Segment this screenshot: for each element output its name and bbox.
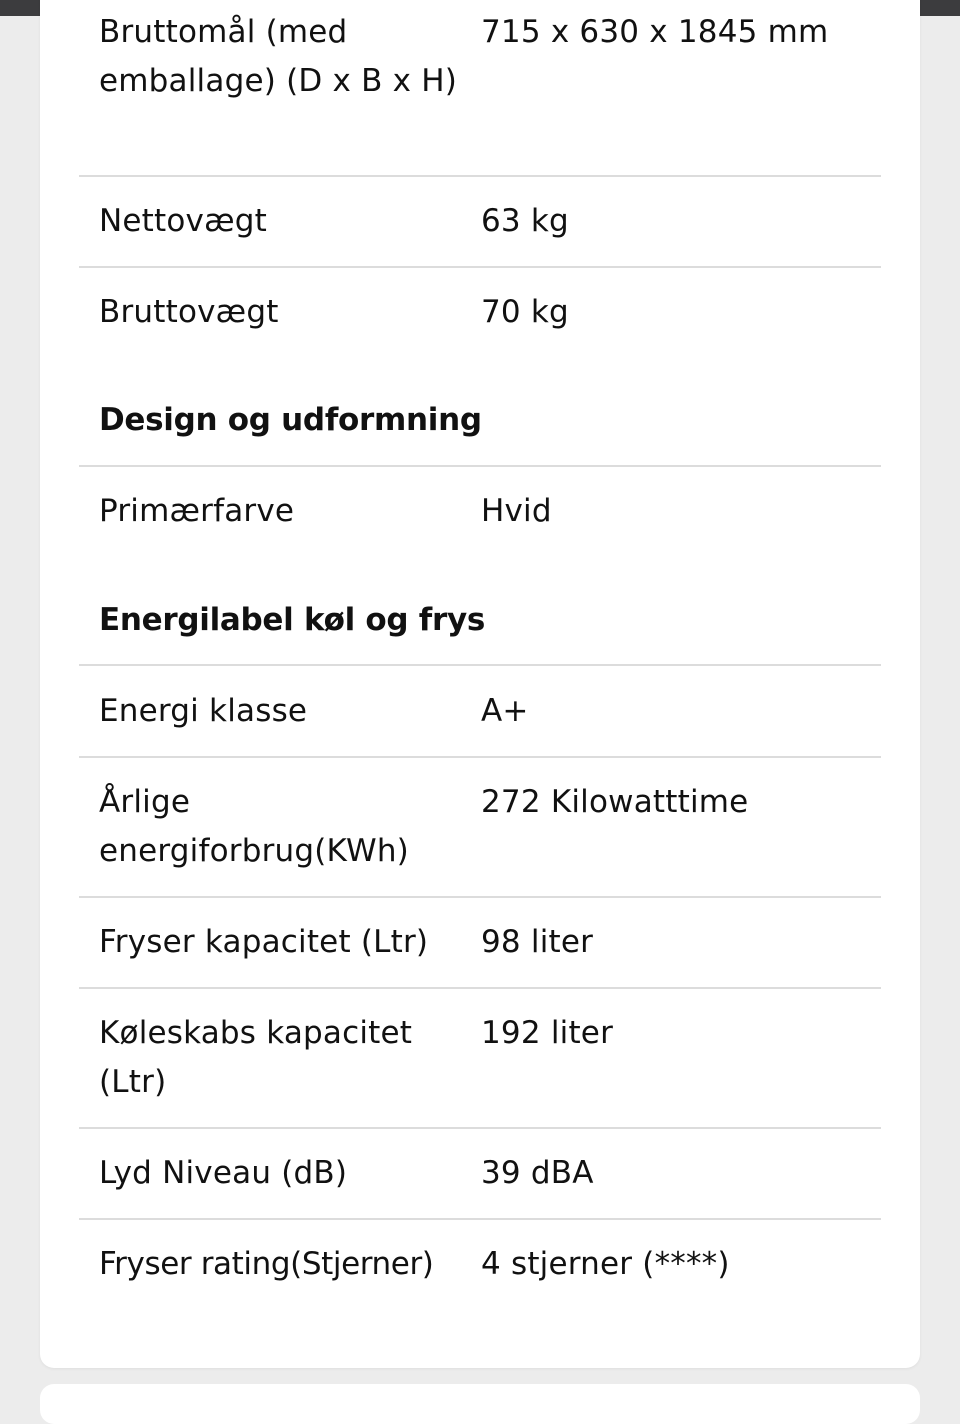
spec-row-freezer-rating [79,1240,881,1300]
spec-value: A+ [481,693,529,729]
spec-value: 98 liter [481,924,594,960]
spec-value: 192 liter [481,1015,614,1051]
spec-row-net-weight [79,197,881,257]
spec-value: 39 dBA [481,1155,594,1191]
divider [79,756,881,758]
divider [79,465,881,467]
spec-label: Fryser kapacitet (Ltr) [99,924,429,960]
spec-label: Nettovægt [99,203,267,239]
spec-value: 272 Kilowatttime [481,784,749,820]
spec-label: Fryser rating(Stjerner) [99,1246,434,1282]
spec-label: Bruttomål (med emballage) (D x B x H) [99,14,458,99]
spec-row-gross-weight [79,288,881,348]
section-heading-design: Design og udformning [99,402,482,438]
spec-label: Årlige energiforbrug(KWh) [99,784,409,869]
spec-label: Køleskabs kapacitet (Ltr) [99,1015,413,1100]
spec-row-energy-class [79,687,881,747]
spec-value: 70 kg [481,294,569,330]
spec-row-noise-level [79,1149,881,1209]
section-heading-energy-label: Energilabel køl og frys [99,602,486,638]
divider [79,266,881,268]
divider [79,1218,881,1220]
spec-value: 4 stjerner (****) [481,1246,730,1282]
spec-row-annual-energy [79,778,881,888]
spec-value: Hvid [481,493,552,529]
divider [79,1127,881,1129]
spec-label: Energi klasse [99,693,308,729]
spec-value: 715 x 630 x 1845 mm [481,14,829,50]
divider [79,664,881,666]
divider [79,987,881,989]
spec-row-freezer-capacity [79,918,881,978]
spec-row-fridge-capacity [79,1009,881,1119]
spec-row-gross-dimensions [79,8,881,168]
spec-row-primary-color [79,487,881,547]
divider [79,896,881,898]
next-card [40,1384,920,1424]
spec-value: 63 kg [481,203,569,239]
spec-label: Primærfarve [99,493,295,529]
spec-label: Bruttovægt [99,294,279,330]
spec-label: Lyd Niveau (dB) [99,1155,348,1191]
divider [79,175,881,177]
